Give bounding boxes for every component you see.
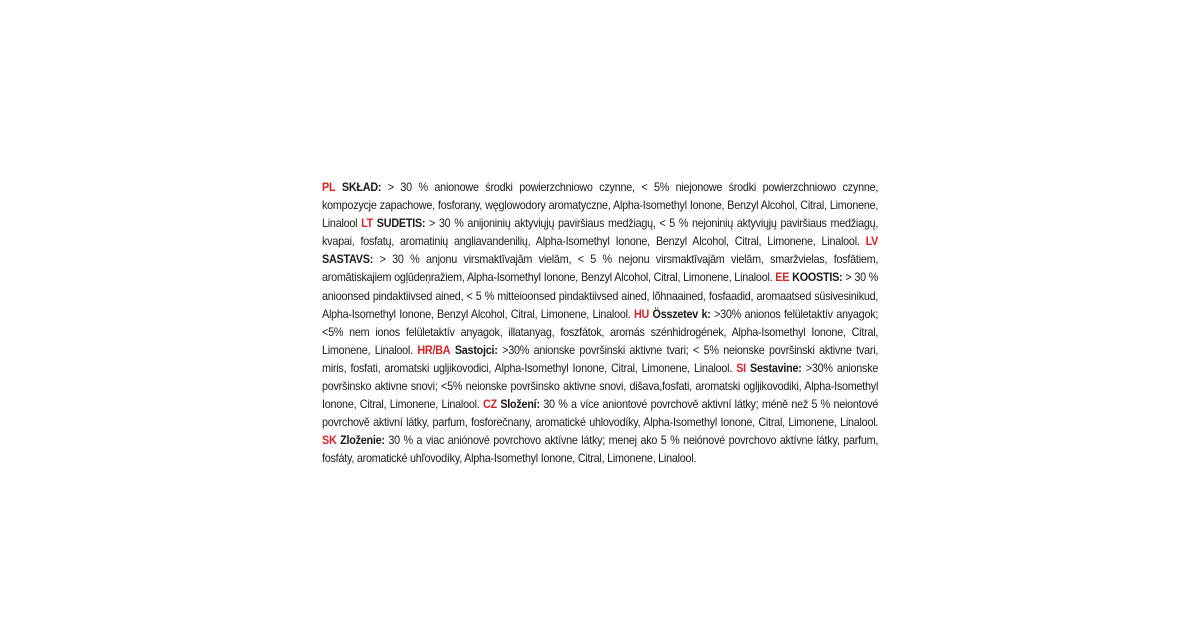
- section-heading: Zloženie:: [340, 434, 385, 448]
- language-code: CZ: [482, 398, 497, 412]
- language-code: SI: [736, 361, 746, 375]
- language-code: LV: [865, 235, 879, 249]
- section-heading: SKŁAD:: [341, 181, 382, 194]
- section-heading: Složení:: [500, 398, 540, 412]
- section-heading: Sestavine:: [750, 361, 802, 375]
- section-text: >30% anionske površinski aktivne tvari; < 5% neionske površinski aktivne tvari, miris, fosfati, aromatski ugljikovodici, Alpha-Isomethyl Ionone, Citral, Limonene, Linalool.: [322, 343, 879, 375]
- section-heading: SASTAVS:: [322, 253, 374, 267]
- ingredients-panel: [322, 179, 878, 469]
- section-text: > 30 % anioonsed pindaktiivsed ained, < 5 % mitteioonsed pindaktiivsed ained, lõhnaained, fosfaadid, aromaatsed süsivesinikud, Alpha-Isomethyl Ionone, Benzyl Alcohol, Citral, Limonene, Linalool.: [322, 271, 879, 321]
- language-code: HU: [634, 307, 650, 321]
- section-text: 30 % a viac aniónové povrchovo aktívne látky; menej ako 5 % neiónové povrchovo aktívne látky, parfum, fosfáty, aromatické uhľovodíky, Alpha-Isomethyl Ionone, Citral, Limonene, Linalool.: [322, 434, 879, 466]
- section-lt: [322, 217, 878, 248]
- language-code: HR/BA: [417, 343, 451, 357]
- section-text: > 30 % anionowe środki powierzchniowo czynne, < 5% niejonowe środki powierzchniowo czynne, kompozycje zapachowe, fosforany, węglowodory aromatyczne, Alpha-Isomethyl Ionone, Benzyl Alcohol, Citral, Limonene, Linalool: [322, 181, 879, 231]
- section-heading: KOOSTIS:: [792, 271, 843, 285]
- section-heading: Sastojci:: [454, 343, 498, 357]
- section-heading: SUDETIS:: [376, 217, 426, 231]
- language-code: PL: [322, 181, 336, 194]
- language-code: LT: [361, 217, 374, 231]
- section-text: >30% anionske površinsko aktivne snovi; <5% neionske površinsko aktivne snovi, dišava,fosfati, aromatski ogljikovodiki, Alpha-Isomethyl Ionone, Citral, Limonene, Linalool.: [322, 361, 879, 412]
- language-code: SK: [322, 434, 337, 448]
- language-code: EE: [775, 271, 790, 285]
- section-text: > 30 % anijoninių aktyviųjų paviršiaus medžiagų, < 5 % nejoninių aktyviųjų paviršiaus medžiagų, kvapai, fosfatų, aromatinių angliavandenilių, Alpha-Isomethyl Ionone, Benzyl Alcohol, Citral, Limonene, Linalool.: [322, 217, 879, 249]
- section-heading: Összetev k:: [652, 307, 711, 321]
- section-sk: [322, 434, 878, 465]
- section-text: > 30 % anjonu virsmaktīvajām vielām, < 5 % nejonu virsmaktīvajām vielām, smaržvielas, fosfātiem, aromātiskajiem ogļūdeņražiem, Alpha-Isomethyl Ionone, Benzyl Alcohol, Citral, Limonene, Linalool.: [322, 253, 879, 285]
- section-text: 30 % a více aniontové povrchově aktivní látky; méně než 5 % neiontové povrchově aktivní látky, parfum, fosforečnany, aromatické uhlovodíky, Alpha-Isomethyl Ionone, Citral, Limonene, Linalool.: [322, 398, 879, 430]
- section-text: >30% anionos felületaktív anyagok; <5% nem ionos felületaktív anyagok, illatanyag, foszfátok, aromás szénhidrogének, Alpha-Isomethyl Ionone, Citral, Limonene, Linalool.: [322, 307, 879, 357]
